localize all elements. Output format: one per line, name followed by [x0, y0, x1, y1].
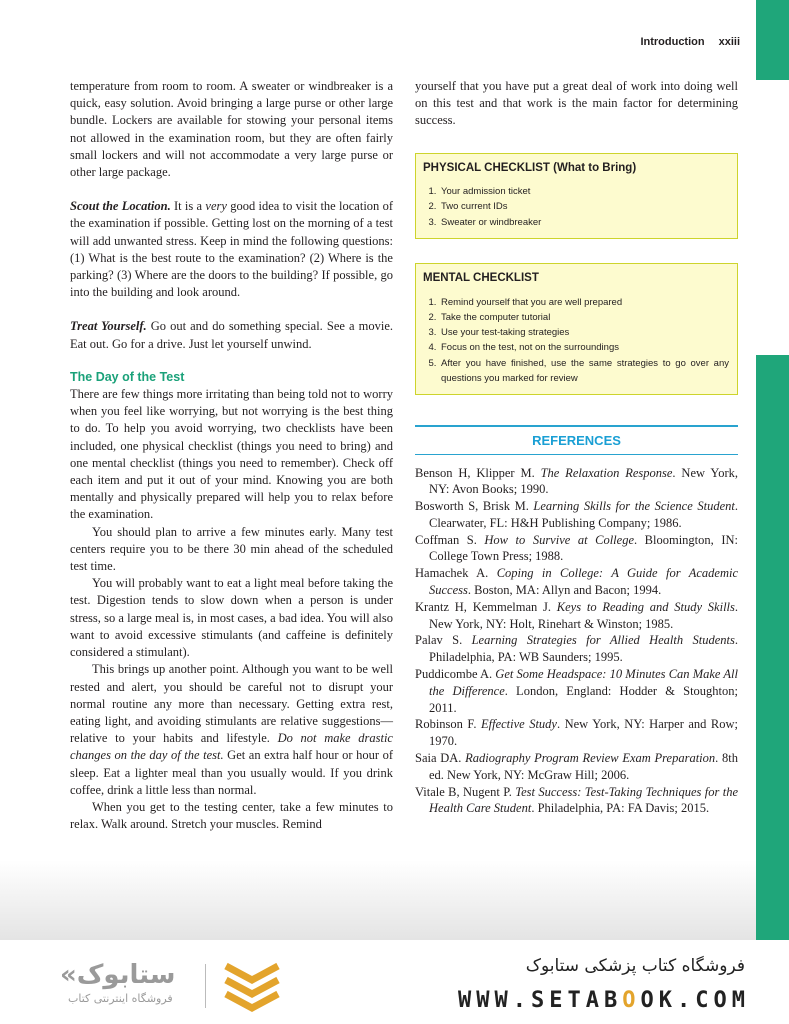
- ref-authors: Hamachek A.: [415, 566, 497, 581]
- ref-publisher: . London, England: Hodder & Stoughton; 2011.: [429, 683, 738, 715]
- emphasis: very: [205, 199, 227, 214]
- ref-title: How to Survive at College: [484, 532, 634, 547]
- ref-authors: Coffman S.: [415, 532, 485, 547]
- text-run: Get an extra half hour or hour of sleep. Eat a lighter meal than you usually would. If you drink coffee, drink a little less than normal.: [70, 748, 393, 797]
- checklist-item: 3. Use your test-taking strategies: [439, 325, 729, 340]
- text-run: Go out and do something special. See a movie. Eat out. Go for a drive. Just let yourself unwind.: [70, 319, 393, 351]
- ref-title: Test Success: Test-Taking Techniques for the Health Care Student: [429, 784, 738, 816]
- ref-authors: Benson H, Klipper M.: [415, 465, 541, 480]
- text-run: good idea to visit the location of the examination if possible. Getting lost on the morning of a test will add unwanted stress. Keep in mind the following questions: (1) What is the best route to the examination? (2) Where is the parking? (3) Where are the doors to the building? If possible, go into the building and look around.: [70, 199, 393, 300]
- ref-title: Coping in College: A Guide for Academic Success: [429, 566, 739, 598]
- section-heading: The Day of the Test: [70, 369, 185, 384]
- checklist: [423, 184, 729, 231]
- run-in-heading: Scout the Location.: [70, 199, 171, 214]
- running-head: [560, 36, 740, 48]
- right-column: [415, 78, 738, 817]
- ref-authors: Robinson F.: [415, 717, 481, 732]
- ref-authors: Puddicombe A.: [415, 667, 496, 682]
- ref-publisher: . New York, NY: Holt, Rinehart & Winston; 1985.: [429, 599, 739, 631]
- ref-authors: Vitale B, Nugent P.: [415, 784, 516, 799]
- checklist-title: MENTAL CHECKLIST: [423, 272, 539, 285]
- reference-entry: [415, 716, 738, 750]
- ref-publisher: . New York, NY: Avon Books; 1990.: [429, 465, 738, 497]
- reference-entry: [415, 632, 738, 666]
- ref-title: The Relaxation Response: [540, 465, 673, 480]
- physical-checklist-box: [415, 153, 738, 240]
- ref-title: Radiography Program Review Exam Preparation: [465, 751, 716, 766]
- paragraph-treat: [70, 318, 393, 352]
- page-number: xxiii: [718, 36, 740, 48]
- reference-entry: [415, 784, 738, 818]
- checklist-item: 3. Sweater or windbreaker: [439, 215, 729, 231]
- url-text: WWW.SETAB: [458, 988, 623, 1013]
- ref-publisher: . New York, NY: Harper and Row; 1970.: [429, 717, 738, 749]
- ref-authors: Palav S.: [415, 633, 472, 648]
- paragraph: When you get to the testing center, take a few minutes to relax. Walk around. Stretch your muscles. Remind: [70, 799, 393, 832]
- logo-divider: [205, 964, 206, 1008]
- checklist-item: 4. Focus on the test, not on the surroundings: [439, 340, 729, 355]
- left-column: [70, 78, 393, 833]
- reference-entry: [415, 498, 738, 532]
- reference-entry: [415, 666, 738, 716]
- paragraph: yourself that you have put a great deal of work into doing well on this test and that work is the main factor for determining success.: [415, 79, 738, 128]
- reference-entry: [415, 532, 738, 566]
- ref-authors: Bosworth S, Brisk M.: [415, 499, 534, 514]
- page-bottom-shadow: [0, 860, 756, 940]
- ref-authors: Krantz H, Kemmelman J.: [415, 599, 557, 614]
- ref-title: Learning Strategies for Allied Health Students: [471, 633, 735, 648]
- ref-publisher: . Bloomington, IN: College Town Press; 1988.: [429, 532, 738, 564]
- ref-authors: Saia DA.: [415, 751, 466, 766]
- watermark-footer: [0, 940, 789, 1024]
- url-text: OK.COM: [640, 988, 750, 1013]
- store-url: [405, 988, 750, 1013]
- ref-publisher: . Boston, MA: Allyn and Bacon; 1994.: [467, 583, 662, 598]
- reference-entry: [415, 465, 738, 499]
- references-list: [415, 465, 738, 818]
- reference-entry: [415, 565, 738, 599]
- paragraph: You will probably want to eat a light meal before taking the test. Digestion tends to slow down when a person is under stress, so a large meal is, in most cases, a bad idea. You will also want to avoid excessive stimulants (and caffeine is definitely considered a stimulant).: [70, 576, 393, 660]
- store-name: فروشگاه کتاب پزشکی ستابوک: [525, 956, 745, 976]
- ref-title: Get Some Headspace: 10 Minutes Can Make All the Difference: [429, 667, 738, 698]
- paragraph: There are few things more irritating than being told not to worry when you feel like worrying, but not worrying is the best thing to do. To help you avoid worrying, two checklists have been included, one physical checklist (things you need to bring) and one mental checklist (things you need to remember). Check off each item and put it out of your mind. Knowing you are both mentally and physically prepared will help you to relax before the examination.: [70, 387, 393, 522]
- reference-entry: [415, 750, 738, 784]
- run-in-heading: Treat Yourself.: [70, 319, 147, 334]
- url-highlight: O: [622, 988, 641, 1013]
- text-run: It is a: [170, 199, 206, 214]
- checklist-item: 1. Remind yourself that you are well prepared: [439, 295, 729, 310]
- chevron-logo-icon: [222, 960, 282, 1012]
- side-color-tab-bottom: [756, 355, 789, 1024]
- paragraph: temperature from room to room. A sweater or windbreaker is a quick, easy solution. Avoid bringing a large purse or other large bundle. Lockers are available for stowing your personal items not allowed in the examination room, but they are often fairly small lockers and will not accommodate a very large purse or other large package.: [70, 79, 393, 180]
- paragraph-scout: [70, 198, 393, 301]
- checklist: [423, 295, 729, 387]
- mental-checklist-box: [415, 263, 738, 395]
- text-run: This brings up another point. Although you want to be well rested and alert, you should be careful not to disrupt your normal routine any more than necessary. Getting extra rest, eating light, and avoiding stimulants are relative suggestions—relative to your habits and lifestyle.: [70, 662, 393, 746]
- ref-title: Effective Study: [481, 717, 557, 732]
- ref-publisher: . 8th ed. New York, NY: McGraw Hill; 2006.: [429, 751, 738, 782]
- checklist-item: 1. Your admission ticket: [439, 184, 729, 200]
- emphasis: Do not make drastic changes on the day of the test.: [70, 731, 393, 763]
- checklist-item: 2. Two current IDs: [439, 199, 729, 215]
- side-color-tab-top: [756, 0, 789, 80]
- ref-publisher: . Philadelphia, PA: WB Saunders; 1995.: [429, 633, 738, 665]
- ref-publisher: . Philadelphia, PA: FA Davis; 2015.: [531, 801, 710, 816]
- ref-title: Keys to Reading and Study Skills: [556, 599, 735, 614]
- checklist-item: 2. Take the computer tutorial: [439, 310, 729, 325]
- checklist-item: 5. After you have finished, use the same strategies to go over any questions you marked for review: [439, 356, 729, 387]
- logo-wordmark: «ستابوک: [60, 960, 176, 990]
- paragraph: You should plan to arrive a few minutes early. Many test centers require you to be there 30 min ahead of the scheduled test time.: [70, 524, 393, 574]
- paragraph: [70, 661, 393, 799]
- ref-publisher: . Clearwater, FL: H&H Publishing Company; 1986.: [429, 499, 738, 530]
- logo-tagline: فروشگاه اینترنتی کتاب: [68, 992, 173, 1005]
- references-heading: REFERENCES: [415, 425, 738, 454]
- reference-entry: [415, 599, 738, 633]
- ref-title: Learning Skills for the Science Student: [533, 499, 735, 514]
- checklist-title: PHYSICAL CHECKLIST (What to Bring): [423, 161, 637, 174]
- running-head-section: Introduction: [640, 36, 705, 48]
